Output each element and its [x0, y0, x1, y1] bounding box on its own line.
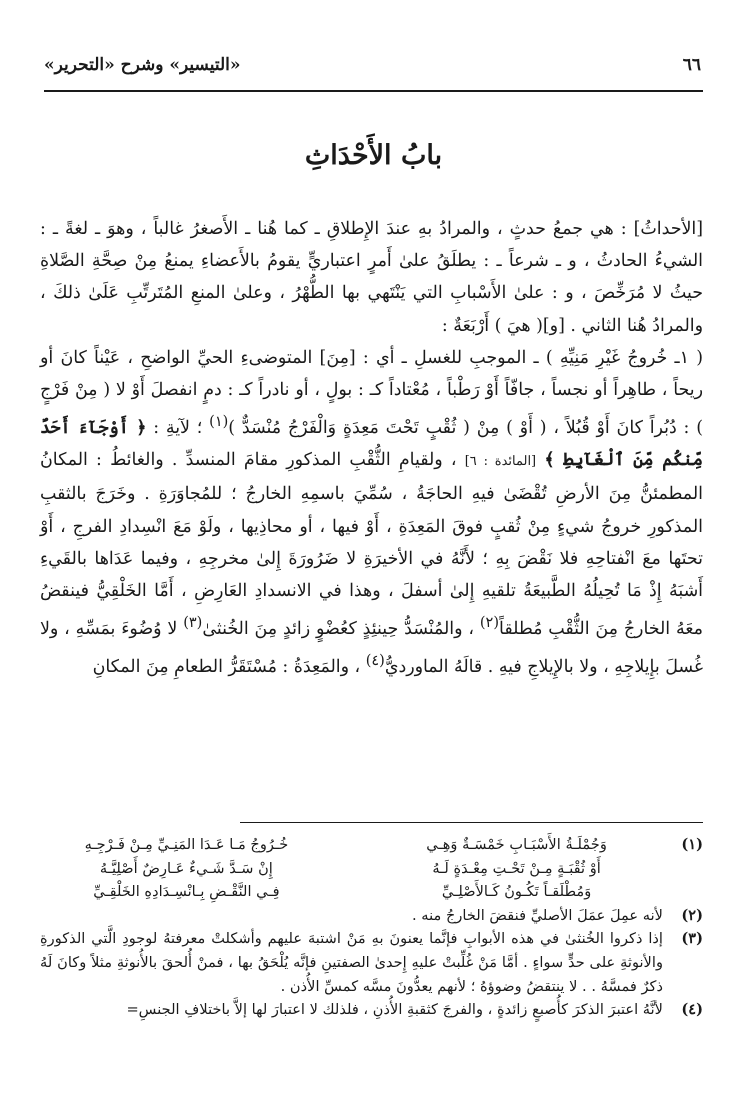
paragraph-2-part-b: ؛ لآيةِ : [146, 418, 210, 439]
footnote-number: (٢) [681, 906, 703, 924]
verse-first-hemistich: وَمُطْلَقـاً تَكُـونُ كَـالأَصْلِـيِّ [441, 883, 592, 901]
footnote-rule [240, 822, 703, 823]
verse-second-hemistich: خُـرُوجُ مَـا عَـدَا المَنِـيِّ مِـنْ فَـرْجِـهِ [84, 836, 289, 853]
poem-verse [40, 833, 663, 857]
footnote-2 [40, 904, 703, 928]
poem-verse [40, 857, 663, 881]
footnote-number: (٤) [681, 1001, 703, 1019]
quran-reference: [المائدة : ٦] [464, 454, 537, 470]
footnote-number: (٣) [681, 930, 703, 948]
paragraph-2-part-e: لا وُضُوءَ بمَسِّهِ ، ولا غُسلَ بإِيلاجِهِ ، ولا بالإِيلاجِ فيهِ . قالَهُ الماورديُّ [40, 619, 703, 678]
footnote-number: (١) [681, 836, 703, 853]
paragraph-1: [الأحداثُ] : هي جمعُ حدثٍ ، والمرادُ بهِ عندَ الإِطلاقِ ـ كما هُنا ـ الأَصغرُ غالباً ، وهوَ ـ لغةً ـ : الشيءُ الحادثُ ، و ـ شرعاً ـ : يطلَقُ علىٰ أَمرٍ اعتباريٍّ يقومُ بالأَعضاءِ يمنعُ مِنْ صِحَّةِ الصَّلاةِ حيثُ لا مُرَخِّصَ ، و : علىٰ الأَسْبابِ التي يَنْتَهي بها الطُّهْرُ ، وعلىٰ المنعِ المُتَرتِّبِ عَلَىٰ ذلكَ ، والمرادُ هُنا الثاني . [و]( هيَ ) أَرْبَعَةٌ : [40, 219, 703, 336]
paragraph-2-part-a: ( ١ـ خُروجُ غَيْرِ مَنِيِّهِ ) ـ الموجبِ للغسلِ ـ أي : [مِنَ] المتوضىءِ الحيِّ الواضحِ ، عَيْناً كانَ أو ريحاً ، طاهِراً أو نجساً ، جافّاً أَوْ رَطْباً ، مُعْتاداً كـ : بولٍ ، أو نادراً كـ : دمٍ انفصلَ أَوْ لا ( مِنْ فَرْجٍ ) : دُبُراً كانَ أَوْ قُبُلاً ، ( أَوْ ) مِنْ ( ثُقْبٍ تَحْتَ مَعِدَةٍ وَالْفَرْجُ مُنْسَدٌّ ) [40, 347, 703, 439]
quran-verse: ﴿ أَوْجَآءَ أَحَدٌ مِّنكُم مِّنَ ٱلْغَآيِطِ ﴾ [40, 418, 703, 471]
paragraph-2 [40, 342, 703, 683]
main-text [40, 213, 703, 683]
running-header [44, 55, 701, 75]
paragraph-2-part-d: ، والمُنْسَدُّ حِينئِذٍ كعُضْوٍ زائدٍ مِنَ الخُنثىٰ [202, 619, 480, 640]
footnote-ref-2[interactable]: (٢) [479, 615, 500, 632]
footnote-ref-1[interactable]: (١) [209, 414, 229, 431]
header-rule [44, 90, 703, 92]
paragraph-2-part-f: ، والمَعِدَةُ : مُسْتَقَرُّ الطعامِ مِنَ المكانِ [92, 657, 366, 678]
verse-second-hemistich: فِـي النَّقْـضِ بِـانْسِـدَادِهِ الخَلْقِـيِّ [93, 883, 280, 901]
poem-verse [40, 880, 663, 904]
footnote-text: لأنَّهُ اعتبرَ الذكرَ كأُصبعٍ زائدةٍ ، والفرجَ كثقبةِ الأُذنِ ، فلذلك لا اعتبارَ لها إلاَّ باختلافِ الجنسِ= [126, 1001, 663, 1019]
footnote-ref-4[interactable]: (٤) [365, 653, 385, 670]
footnote-poem [40, 833, 663, 904]
page-number: ٦٦ [682, 55, 701, 75]
footnote-text: إذا ذكروا الخُنثىٰ في هذه الأبوابِ فإنَّما يعنونَ بهِ مَنْ اشتبهَ عليهم وأشكلتْ معرفتهُ لوجودِ الَّتي الذكورةِ والأنوثةِ على حدٍّ سواءٍ . أمَّا مَنْ غُلِّبتْ عليهِ إِحدىٰ الصفتينِ فإنَّه يُلْحَقُ بها ، فمنْ أُلحقَ بالأُنوثةِ مثلاً وكانَ لَهُ ذكرٌ فمسَّهُ . . لا ينتقضُ وضوؤهُ ؛ لأنهم يعدُّونَ مسَّه كمسِّ الأُذن . [40, 930, 663, 995]
footnotes [40, 833, 703, 1022]
running-title: «التيسير» وشرح «التحرير» [44, 55, 241, 75]
verse-first-hemistich: وَجُمْلَـةُ الأَسْبَـابِ خَمْسَـةٌ وَهِـي [426, 836, 607, 853]
chapter-title: بابُ الأَحْدَاثِ [304, 140, 443, 171]
footnote-ref-3[interactable]: (٣) [183, 615, 203, 632]
footnote-3 [40, 927, 703, 998]
footnote-text: لأنه عمِلَ عمَلَ الأصليِّ فنقضَ الخارجُ منه . [411, 906, 663, 924]
verse-first-hemistich: أَوْ ثُقْبَـةٍ مِـنْ تَحْـتِ مِعْـدَةٍ لَـهُ [432, 859, 601, 877]
footnote-4 [40, 998, 703, 1022]
paragraph-2-part-c: ، ولقيامِ الثُّقْبِ المذكورِ مقامَ المنسدِّ . والغائطُ : المكانُ المطمئنُّ مِنَ الأرضِ تُقْضَىٰ فيهِ الحاجَةُ ، سُمِّيَ باسمِهِ الخارجُ ؛ للمُجاوَرَةِ . وخَرَجَ بالثقبِ المذكورِ خروجُ شيءٍ مِنْ ثُقبٍ فوقَ المَعِدَةِ ، أَوْ فيها ، أو محاذِيها ، ولَوْ مَعَ انْسِدادِ الفرجِ ، أَوْ تحتَها معَ انْفتاحِهِ فلا نَقْضَ بِهِ ؛ لأَنَّهُ في الأخيرَةِ لا ضَرُورَةَ إِلىٰ مخرجِهِ ، وفيما عَدَاها بالقَيءِ أَشبَهُ إِذْ مَا تُحِيلُهُ الطَّبيعَةُ تلقيهِ إِلىٰ أسفلَ ، وهذا في الانسدادِ العَارِضِ ، أَمَّا الخَلْقِيُّ فينقضُ معَهُ الخارجُ مِنَ الثُّقْبِ مُطلقاً [40, 450, 703, 640]
verse-second-hemistich: إِنْ سَـدَّ شَـيءٌ عَـارِضٌ أَصْلِيَّـهُ [99, 859, 273, 877]
footnote-1 [40, 833, 703, 904]
